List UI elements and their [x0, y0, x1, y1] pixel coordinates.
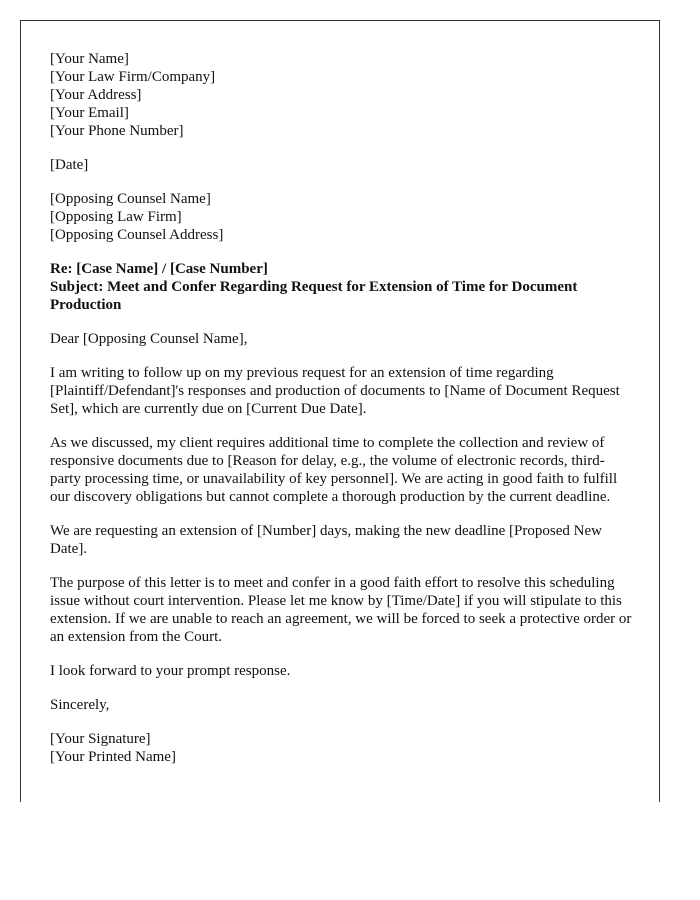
sender-email: [Your Email] [50, 105, 129, 121]
re-line: Re: [Case Name] / [Case Number] [50, 261, 268, 277]
subject-line: Subject: Meet and Confer Regarding Request for Extension of Time for Document Production [50, 279, 578, 313]
body-paragraph-3: We are requesting an extension of [Number] days, making the new deadline [Proposed New Date]. [50, 523, 602, 557]
recipient-address: [Opposing Counsel Address] [50, 227, 224, 243]
letter-date: [Date] [50, 157, 89, 173]
sender-address: [Your Address] [50, 87, 142, 103]
recipient-block [50, 190, 635, 244]
date-block [50, 156, 635, 174]
sender-block [50, 50, 635, 140]
recipient-firm: [Opposing Law Firm] [50, 209, 182, 225]
recipient-name: [Opposing Counsel Name] [50, 191, 211, 207]
body-paragraph-5: I look forward to your prompt response. [50, 663, 291, 679]
signature-block [50, 730, 635, 766]
printed-name: [Your Printed Name] [50, 749, 176, 765]
body-paragraph-1: I am writing to follow up on my previous request for an extension of time regarding [Plaintiff/Defendant]'s responses and production of documents to [Name of Document Request Set], which are currently due on [Current Due Date]. [50, 365, 620, 417]
letter-page [20, 20, 660, 802]
sender-firm: [Your Law Firm/Company] [50, 69, 216, 85]
letter-content [50, 50, 635, 782]
sender-phone: [Your Phone Number] [50, 123, 184, 139]
salutation: Dear [Opposing Counsel Name], [50, 331, 248, 347]
closing: Sincerely, [50, 697, 110, 713]
body-paragraph-2: As we discussed, my client requires additional time to complete the collection and review of responsive documents due to [Reason for delay, e.g., the volume of electronic records, third-party processing time, or unavailability of key personnel]. We are acting in good faith to fulfill our discovery obligations but cannot complete a thorough production by the current deadline. [50, 435, 618, 505]
body-paragraph-4: The purpose of this letter is to meet and confer in a good faith effort to resolve this scheduling issue without court intervention. Please let me know by [Time/Date] if you will stipulate to this extension. If we are unable to reach an agreement, we will be forced to seek a protective order or an extension from the Court. [50, 575, 632, 645]
subject-block [50, 260, 635, 314]
signature-line: [Your Signature] [50, 731, 151, 747]
sender-name: [Your Name] [50, 51, 129, 67]
